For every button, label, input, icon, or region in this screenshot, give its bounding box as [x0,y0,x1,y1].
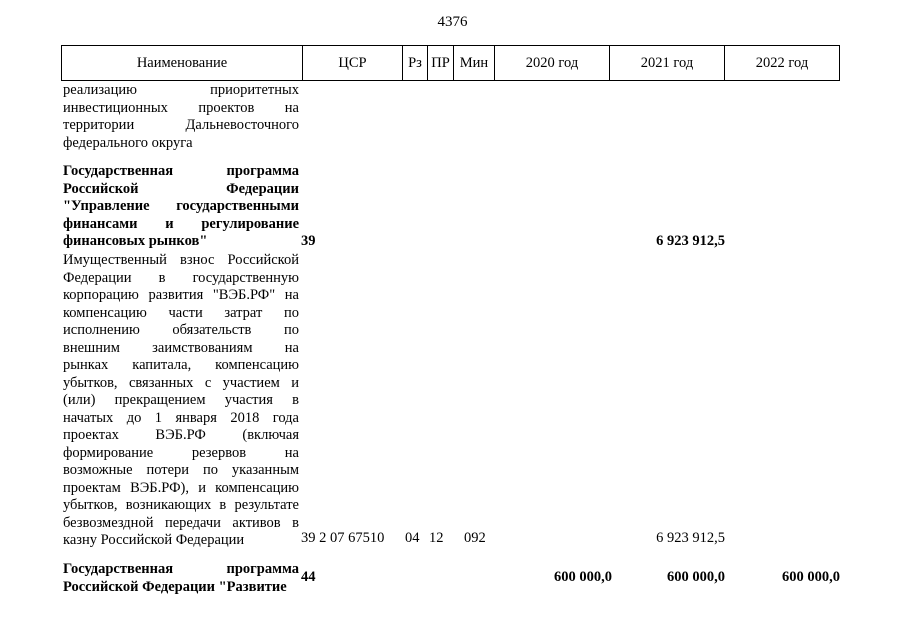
row-name-line: компенсацию части затрат по [63,304,299,321]
row-min: 092 [464,530,486,546]
row-name-line: федерального округа [63,134,193,151]
row-name-line: рынках капитала, компенсацию [63,357,299,373]
row-name-line: внешним заимствованиям на [63,339,299,356]
row-2022: 600 000,0 [782,569,840,585]
header-name: Наименование [62,46,303,80]
row-2021: 6 923 912,5 [656,530,725,546]
row-name [63,561,299,596]
row-name-line: проектах ВЭБ.РФ (включая [63,427,299,443]
header-min: Мин [454,46,495,80]
row-csr: 39 [301,233,316,249]
row-pr: 12 [429,530,444,546]
row-name-line: (или) прекращением участия в [63,392,299,408]
row-name-line: безвозмездной передачи активов в [63,514,299,531]
row-name-line: территории Дальневосточного [63,117,299,133]
header-rz: Рз [403,46,428,80]
row-2020: 600 000,0 [554,569,612,585]
row-name [63,163,299,251]
row-name-line: Российской Федерации [63,180,299,197]
row-rz: 04 [405,530,420,546]
row-name [63,252,299,550]
row-name-line: Государственная программа [63,163,299,179]
row-2021: 600 000,0 [667,569,725,585]
row-name-line: возможные потери по указанным [63,462,299,478]
row-name-line: казну Российской Федерации [63,532,245,548]
row-2021: 6 923 912,5 [656,233,725,249]
row-name-line: Российской Федерации "Развитие [63,578,287,595]
table-header [61,45,840,81]
row-name-line: Имущественный взнос Российской [63,252,299,268]
header-2022: 2022 год [755,55,809,71]
row-name-line: инвестиционных проектов на [63,99,299,116]
row-name [63,82,299,152]
row-name-line: финансовых рынков" [63,233,208,249]
row-name-line: убытков, возникающих в результате [63,497,299,513]
row-name-line: финансами и регулирование [63,215,299,232]
row-name-line: Государственная программа [63,561,299,577]
page-number: 4376 [437,14,468,30]
row-name-line: начатых до 1 января 2018 года [63,409,299,426]
row-name-line: реализацию приоритетных [63,82,299,98]
header-2021: 2021 год [610,46,725,80]
row-name-line: корпорацию развития "ВЭБ.РФ" на [63,287,299,303]
row-name-line: убытков, связанных с участием и [63,374,299,391]
header-csr: ЦСР [303,46,403,80]
row-csr: 39 2 07 67510 [301,530,385,546]
header-2020: 2020 год [495,46,610,80]
row-name-line: проектам ВЭБ.РФ), и компенсацию [63,479,299,496]
row-name-line: "Управление государственными [63,198,299,214]
row-name-line: Федерации в государственную [63,269,299,286]
row-name-line: формирование резервов на [63,444,299,461]
header-pr: ПР [428,46,454,80]
row-name-line: исполнению обязательств по [63,322,299,338]
row-csr: 44 [301,569,316,585]
